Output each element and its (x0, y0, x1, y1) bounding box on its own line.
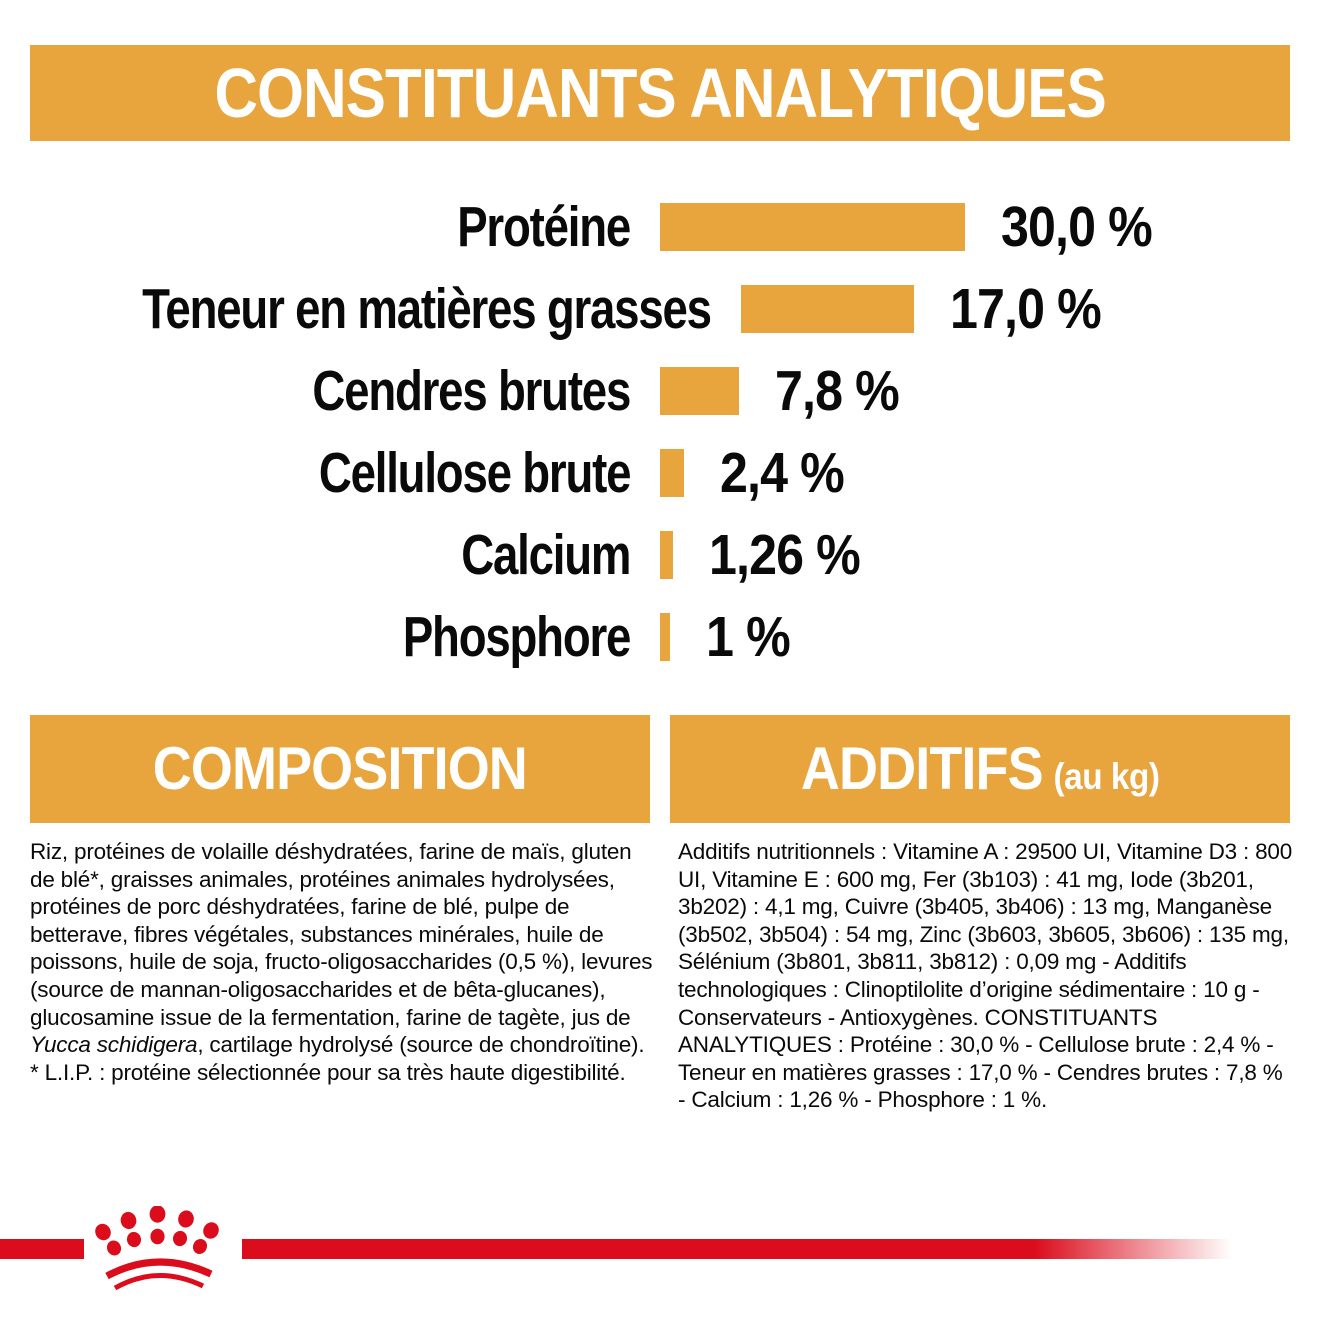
chart-row (0, 432, 1320, 514)
composition-text-segment: , cartilage hydrolysé (source de chondroïtine). * L.I.P. : protéine sélectionnée pour sa très haute digestibilité. (30, 1032, 645, 1085)
brand-stripe-right (242, 1239, 1232, 1259)
chart-value: 7,8 % (775, 358, 900, 423)
chart-row (0, 514, 1320, 596)
chart-value: 17,0 % (949, 276, 1101, 341)
chart-row (0, 186, 1320, 268)
additives-title: ADDITIFS (800, 735, 1043, 802)
chart-row (0, 268, 1320, 350)
chart-bar (660, 613, 670, 661)
chart-row-label: Phosphore (402, 604, 630, 669)
chart-value: 30,0 % (1001, 194, 1152, 259)
chart-bar (660, 449, 684, 497)
analytical-constituents-title: CONSTITUANTS ANALYTIQUES (214, 54, 1106, 132)
chart-value: 2,4 % (720, 440, 845, 505)
royal-canin-crown-logo (94, 1206, 228, 1294)
additives-title-suffix: (au kg) (1053, 756, 1160, 797)
chart-bar (660, 531, 673, 579)
brand-stripe-left (0, 1239, 84, 1259)
analytical-constituents-bar-chart (0, 186, 1320, 678)
composition-text (30, 838, 654, 1086)
chart-row-label: Cendres brutes (312, 358, 630, 423)
analytical-constituents-banner (30, 45, 1290, 141)
composition-text-italic-segment: Yucca schidigera (30, 1032, 198, 1058)
chart-value: 1 % (706, 604, 790, 669)
chart-row (0, 596, 1320, 678)
composition-banner (30, 715, 650, 823)
chart-row-label: Calcium (461, 522, 630, 587)
chart-row-label: Cellulose brute (318, 440, 630, 505)
chart-bar (660, 367, 739, 415)
additives-banner (670, 715, 1290, 823)
composition-title: COMPOSITION (152, 735, 528, 802)
additives-text: Additifs nutritionnels : Vitamine A : 29500 UI, Vitamine D3 : 800 UI, Vitamine E : 600 mg, Fer (3b103) : 41 mg, Iode (3b201, 3b202) : 4,1 mg, Cuivre (3b405, 3b406) : 13 mg, Manganèse (3b502, 3b504) : 54 mg, Zinc (3b603, 3b605, 3b606) : 135 mg, Sélénium (3b801, 3b811, 3b812) : 0,09 mg - Additifs technologiques : Clinoptilolite d’origine sédimentaire : 10 g - Conservateurs - Antioxygènes. CONSTITUANTS ANALYTIQUES : Protéine : 30,0 % - Cellulose brute : 2,4 % - Teneur en matières grasses : 17,0 % - Cendres brutes : 7,8 % - Calcium : 1,26 % - Phosphore : 1 %. (678, 839, 1293, 1113)
chart-bar (741, 285, 914, 333)
chart-row-label: Teneur en matières grasses (142, 276, 711, 341)
chart-row (0, 350, 1320, 432)
additives-title-group (800, 735, 1160, 802)
chart-value: 1,26 % (708, 522, 860, 587)
chart-row-label: Protéine (457, 194, 630, 259)
chart-bar (660, 203, 965, 251)
composition-text-segment: Riz, protéines de volaille déshydratées, farine de maïs, gluten de blé*, graisses animales, protéines animales hydrolysées, protéines de porc déshydratées, farine de blé, pulpe de betterave, fibres végétales, substances minérales, huile de poissons, huile de soja, fructo-oligosaccharides (0,5 %), levures (source de mannan-oligosaccharides et de bêta-glucanes), glucosamine issue de la fermentation, farine de tagète, jus de (30, 839, 653, 1030)
